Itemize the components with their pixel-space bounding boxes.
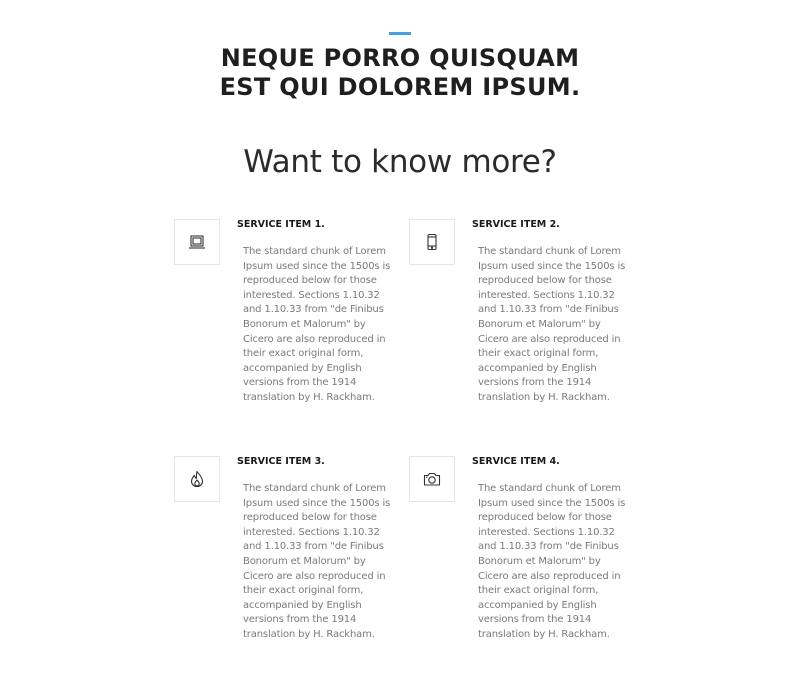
service-description: The standard chunk of Lorem Ipsum used since the 1500s is reproduced below for those interested. Sections 1.10.32 and 1.10.33 from "de Finibus Bonorum et Malorum" by Cicero are also reproduced in their exact original form, accompanied by English versions from the 1914 translation by H. Rackham. <box>243 483 391 640</box>
service-icon-box <box>409 219 455 265</box>
accent-bar <box>389 32 411 35</box>
service-description: The standard chunk of Lorem Ipsum used since the 1500s is reproduced below for those interested. Sections 1.10.32 and 1.10.33 from "de Finibus Bonorum et Malorum" by Cicero are also reproduced in their exact original form, accompanied by English versions from the 1914 translation by H. Rackham. <box>478 246 626 403</box>
laptop-icon <box>187 232 207 252</box>
service-title: SERVICE ITEM 1. <box>237 219 325 230</box>
flame-icon <box>187 469 207 489</box>
mobile-phone-icon <box>422 232 442 252</box>
service-title: SERVICE ITEM 3. <box>237 456 325 467</box>
service-icon-box <box>174 456 220 502</box>
camera-icon <box>422 469 442 489</box>
page-subheadline: Want to know more? <box>243 144 557 180</box>
service-title: SERVICE ITEM 4. <box>472 456 560 467</box>
service-title: SERVICE ITEM 2. <box>472 219 560 230</box>
service-description: The standard chunk of Lorem Ipsum used since the 1500s is reproduced below for those interested. Sections 1.10.32 and 1.10.33 from "de Finibus Bonorum et Malorum" by Cicero are also reproduced in their exact original form, accompanied by English versions from the 1914 translation by H. Rackham. <box>243 246 391 403</box>
service-description: The standard chunk of Lorem Ipsum used since the 1500s is reproduced below for those interested. Sections 1.10.32 and 1.10.33 from "de Finibus Bonorum et Malorum" by Cicero are also reproduced in their exact original form, accompanied by English versions from the 1914 translation by H. Rackham. <box>478 483 626 640</box>
service-icon-box <box>174 219 220 265</box>
service-icon-box <box>409 456 455 502</box>
page-headline: NEQUE PORRO QUISQUAM EST QUI DOLOREM IPSUM. <box>219 44 581 101</box>
